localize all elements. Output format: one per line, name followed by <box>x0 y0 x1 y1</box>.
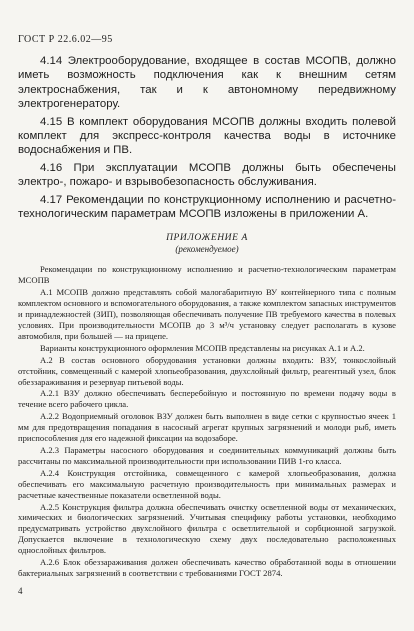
main-section <box>18 54 396 221</box>
paragraph-a2-4: А.2.4 Конструкция отстойника, совмещенного с камерой хлопьеобразования, должна обеспечивать его максимальную расчетную производительность при минимальных размерах и расчетные качественные показатели осветленной воды. <box>18 467 396 500</box>
paragraph-a2-6: А.2.6 Блок обеззараживания должен обеспечивать качество обработанной воды в отношении бактериальных загрязнений в соответствии с требованиями ГОСТ 2874. <box>18 557 396 578</box>
paragraph-a2-2: А.2.2 Водоприемный оголовок ВЗУ должен быть выполнен в виде сетки с крупностью ячеек 1 мм для предотвращения попадания в насосный агрегат крупных загрязнений и молоди рыб, иметь приспособления для его надежной фиксации на водозаборе. <box>18 411 396 444</box>
appendix-section <box>18 264 396 578</box>
main-content <box>18 54 396 579</box>
document-header: ГОСТ Р 22.6.02—95 <box>18 34 113 45</box>
paragraph-4-14: 4.14 Электрооборудование, входящее в состав МСОПВ, должно иметь возможность подключения как к внешним сетям электроснабжения, так и к автономному передвижному электрогенератору. <box>18 55 396 111</box>
appendix-intro: Рекомендации по конструкционному исполнению и расчетно-технологическим параметрам МСОПВ <box>18 264 396 286</box>
paragraph-4-16: 4.16 При эксплуатации МСОПВ должны быть обеспечены электро-, пожаро- и взрывобезопасность обслуживания. <box>18 161 396 189</box>
paragraph-a2: А.2 В состав основного оборудования установки должны входить: ВЗУ, тонкослойный отстойник, совмещенный с камерой хлопьеобразования, двухслойный фильтр, реагентный узел, блок обеззараживания и резервуар питьевой воды. <box>18 354 396 387</box>
appendix-subtitle: (рекомендуемое) <box>175 244 239 255</box>
page-number: 4 <box>18 586 23 596</box>
paragraph-a2-5: А.2.5 Конструкция фильтра должна обеспечивать очистку осветленной воды от механических, химических и биологических загрязнений. Учитывая специфику работы установки, необходимо предусматривать устройство двухслойного фильтра с осветлительной и сорбционной загрузкой. Допускается включение в технологическую схему двух последовательно расположенных однослойных фильтров. <box>18 501 396 556</box>
appendix-title: ПРИЛОЖЕНИЕ А <box>166 233 248 244</box>
paragraph-a1: А.1 МСОПВ должно представлять собой малогабаритную ВУ контейнерного типа с полным комплектом основного и вспомогательного оборудования, а также комплектом запасных инструментов и принадлежностей (ЗИП), позволяющая обеспечивать получение ПВ требуемого качества в полевых условиях. При производительности МСОПВ до 3 м³/ч установку следует располагать в кузове автомобиля, при большей — на прицепе. <box>18 287 396 341</box>
paragraph-variants: Варианты конструкционного оформления МСОПВ представлены на рисунках А.1 и А.2. <box>40 342 365 353</box>
paragraph-a2-3: А.2.3 Параметры насосного оборудования и соединительных коммуникаций должны быть рассчитаны по максимальной производительности при использовании ПИВ 1-го класса. <box>18 444 396 466</box>
paragraph-4-17: 4.17 Рекомендации по конструкционному исполнению и расчетно-технологическим параметрам МСОПВ изложены в приложении А. <box>18 193 396 221</box>
paragraph-4-15: 4.15 В комплект оборудования МСОПВ должны входить полевой комплект для экспресс-контроля качества воды в источнике водоснабжения и ПВ. <box>18 115 396 157</box>
paragraph-a2-1: А.2.1 ВЗУ должно обеспечивать бесперебойную и постоянную по времени подачу воды в течение всего рабочего цикла. <box>18 388 396 410</box>
